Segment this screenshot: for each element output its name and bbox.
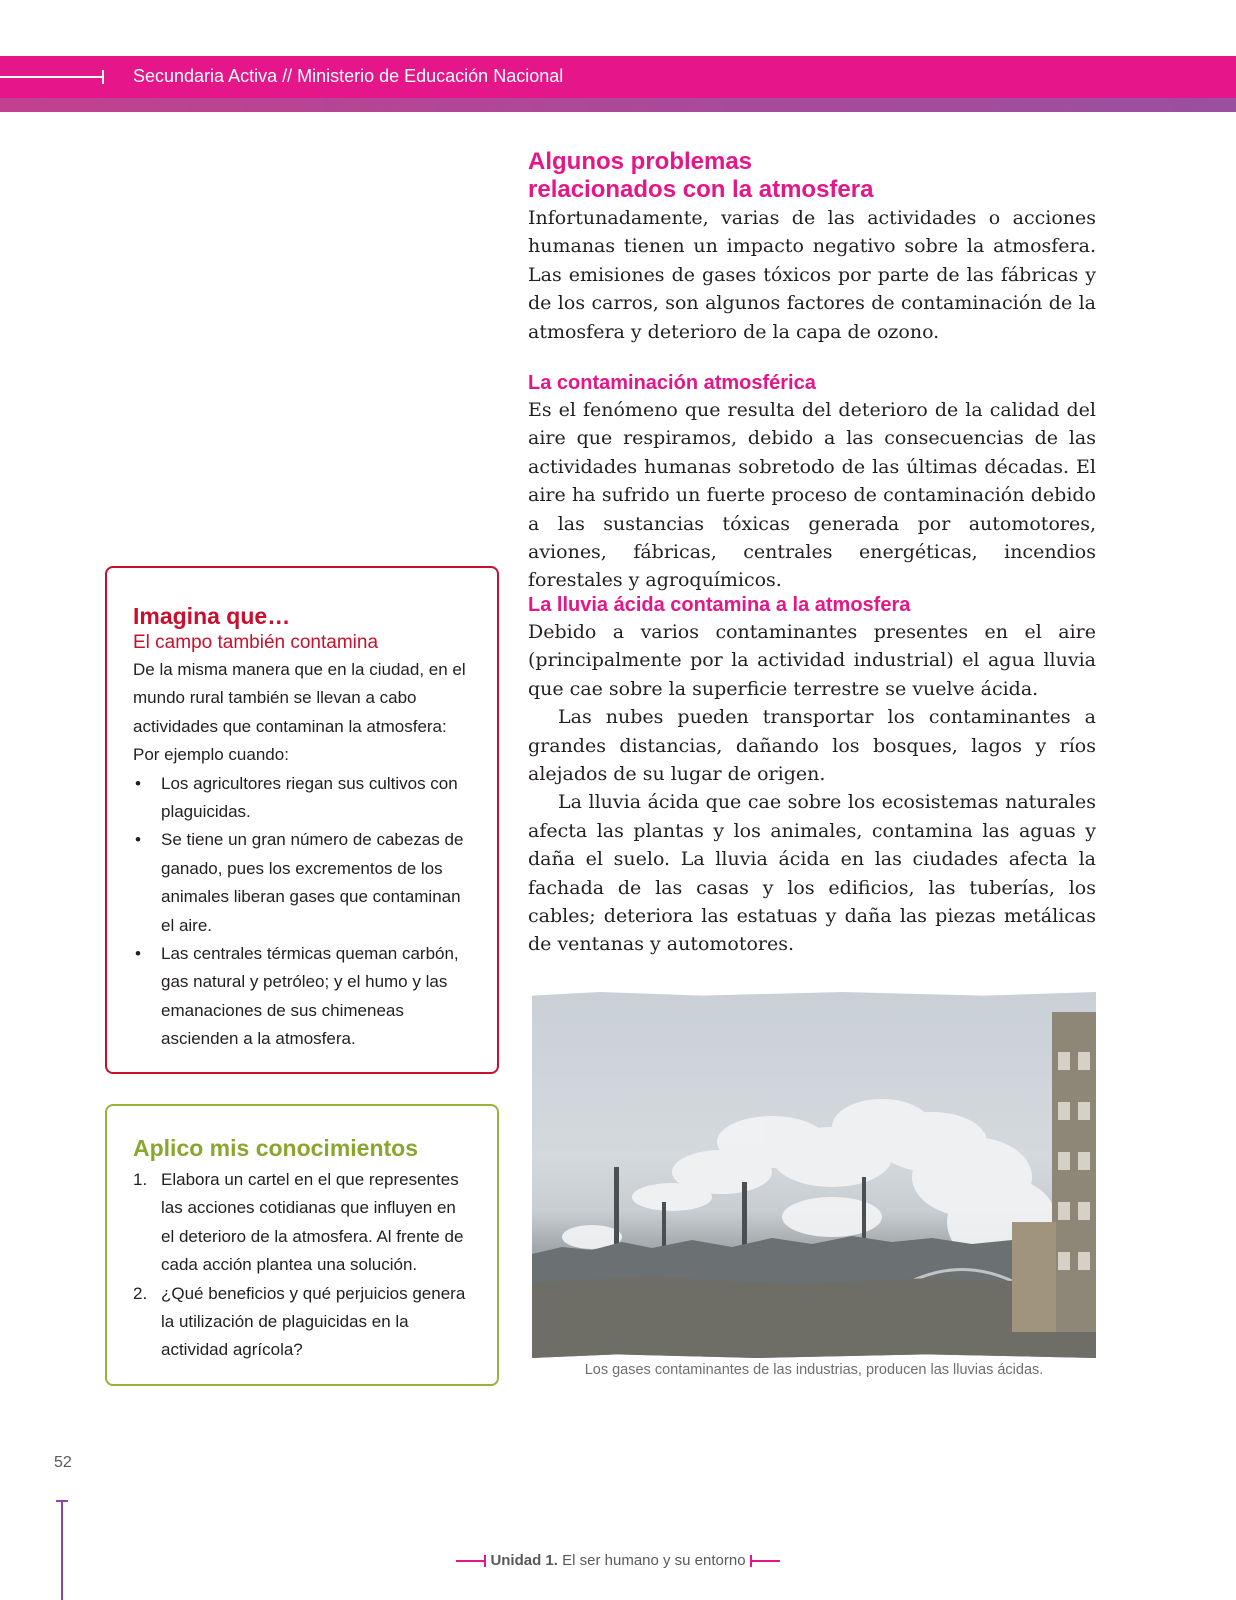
lluvia-acida-heading: La lluvia ácida contamina a la atmosfera: [528, 594, 911, 616]
imagina-list: [133, 770, 471, 1054]
lluvia-acida-paragraph-2: Las nubes pueden transportar los contaminantes a grandes distancias, dañando los bosques, lagos y ríos alejados de su lugar de origen.: [528, 706, 1096, 786]
imagina-intro: De la misma manera que en la ciudad, en el mundo rural también se llevan a cabo actividades que contaminan la atmosfera: Por ejemplo cuando:: [133, 660, 466, 765]
lluvia-acida-paragraph-3: La lluvia ácida que cae sobre los ecosistemas naturales afecta las plantas y los animales, contamina las aguas y daña el suelo. La lluvia ácida en las ciudades afecta la fachada de las casas y los edificios, las tuberías, los cables; deteriora las estatuas y daña las piezas metálicas de ventanas y automotores.: [528, 791, 1096, 956]
list-item-text: Se tiene un gran número de cabezas de ganado, pues los excrementos de los animales liberan gases que contaminan el aire.: [161, 830, 464, 935]
list-item-text: ¿Qué beneficios y qué perjuicios genera la utilización de plaguicidas en la actividad agrícola?: [161, 1283, 466, 1360]
footer-left-bar: [456, 1560, 486, 1562]
intro-paragraph: Infortunadamente, varias de las actividades o acciones humanas tienen un impacto negativo sobre la atmosfera. Las emisiones de gases tóxicos por parte de las fábricas y de los carros, son algunos factores de contaminación de la atmosfera y deterioro de la capa de ozono.: [528, 207, 1096, 343]
section-title-line2: relacionados con la atmosfera: [528, 176, 874, 203]
aplico-title: Aplico mis conocimientos: [133, 1135, 418, 1161]
list-item-text: Las centrales térmicas queman carbón, gas natural y petróleo; y el humo y las emanaciones de sus chimeneas ascienden a la atmosfera.: [161, 944, 459, 1049]
page-header: [0, 56, 1236, 98]
list-item: [133, 826, 471, 940]
industrial-pollution-photo: [532, 992, 1096, 1358]
bullet-icon: •: [135, 830, 141, 850]
contaminacion-heading: La contaminación atmosférica: [528, 372, 816, 394]
list-item: [133, 1280, 471, 1365]
header-rule: [0, 76, 104, 78]
list-item: [133, 770, 471, 827]
contaminacion-section: [528, 370, 1096, 595]
section-title: [528, 148, 1096, 204]
imagina-subtitle: El campo también contamina: [133, 632, 379, 653]
footer-right-bar: [750, 1560, 780, 1562]
aplico-list: [133, 1166, 471, 1365]
header-title: Secundaria Activa // Ministerio de Educación Nacional: [133, 66, 564, 86]
list-item-text: Los agricultores riegan sus cultivos con plaguicidas.: [161, 773, 458, 822]
list-item: [133, 940, 471, 1054]
photo-illustration: [532, 992, 1096, 1358]
section-title-line1: Algunos problemas: [528, 148, 753, 175]
main-column: [528, 148, 1096, 956]
lluvia-acida-section: [528, 592, 1096, 959]
header-rule-tick: [102, 70, 104, 84]
list-item: [133, 1166, 471, 1280]
header-stripe: [0, 98, 1236, 112]
left-rule: [61, 1500, 63, 1600]
item-number: 2.: [133, 1283, 148, 1303]
footer-unit-title: El ser humano y su entorno: [562, 1552, 746, 1569]
contaminacion-paragraph: Es el fenómeno que resulta del deterioro de la calidad del aire que respiramos, debido a las consecuencias de las actividades humanas sobretodo de las últimas décadas. El aire ha sufrido un fuerte proceso de contaminación debido a las sustancias tóxicas generada por automotores, aviones, fábricas, centrales energéticas, incendios forestales y agroquímicos.: [528, 399, 1096, 592]
photo-caption: Los gases contaminantes de las industrias, producen las lluvias ácidas.: [584, 1362, 1044, 1378]
imagina-que-box: [105, 566, 499, 1074]
lluvia-acida-paragraph-1: Debido a varios contaminantes presentes en el aire (principalmente por la actividad industrial) el agua lluvia que cae sobre la superficie terrestre se vuelve ácida.: [528, 621, 1096, 700]
bullet-icon: •: [135, 773, 141, 793]
item-number: 1.: [133, 1170, 148, 1189]
page-footer: [0, 1552, 1236, 1569]
page-number: 52: [54, 1454, 72, 1471]
list-item-text: Elabora un cartel en el que representes las acciones cotidianas que influyen en el deterioro de la atmosfera. Al frente de cada acción plantea una solución.: [161, 1170, 464, 1275]
aplico-box: [105, 1104, 499, 1386]
bullet-icon: •: [135, 944, 141, 964]
imagina-title: Imagina que…: [133, 603, 291, 629]
footer-unit-label: Unidad 1.: [490, 1552, 558, 1569]
